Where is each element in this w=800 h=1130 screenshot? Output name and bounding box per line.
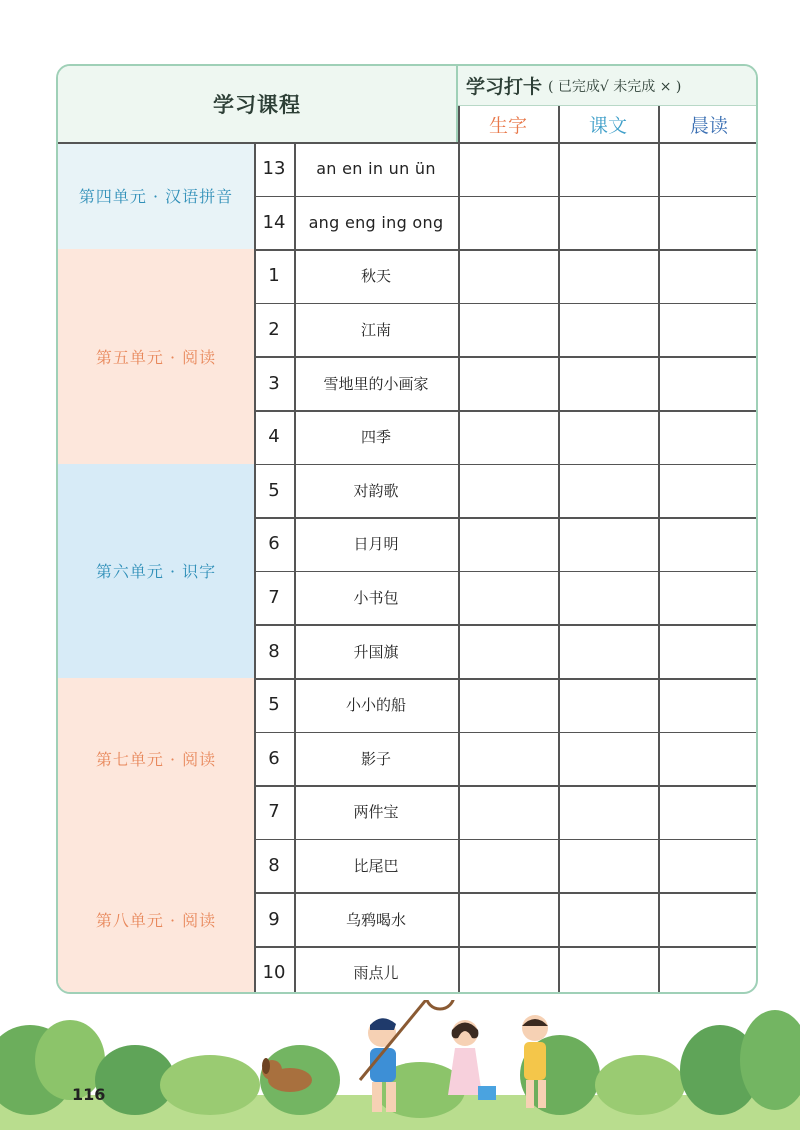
checkin-cell-shengzi[interactable] [458,517,558,571]
column-header-chendu: 晨读 [689,114,728,137]
checkin-cell-chendu[interactable] [658,946,758,994]
lesson-number: 9 [268,908,280,930]
checkin-cell-kewen[interactable] [558,678,658,732]
checkin-cell-chendu[interactable] [658,839,758,893]
lesson-number: 10 [262,962,286,984]
checkin-cell-chendu[interactable] [658,624,758,678]
checkin-cell-kewen[interactable] [558,785,658,839]
col-line-4 [558,106,560,994]
lesson-number: 2 [268,319,280,341]
checkin-cell-shengzi[interactable] [458,249,558,303]
checkin-cell-kewen[interactable] [558,946,658,994]
checkin-cell-kewen[interactable] [558,732,658,786]
lesson-title: 小小的船 [345,696,406,715]
lesson-title: 四季 [360,428,391,447]
checkin-cell-shengzi[interactable] [458,571,558,625]
lesson-number: 13 [262,158,286,180]
row-divider [254,410,758,412]
checkin-cell-shengzi[interactable] [458,785,558,839]
checkin-table-card [56,64,758,994]
checkin-cell-shengzi[interactable] [458,464,558,518]
lesson-number: 14 [262,211,286,233]
checkin-cell-shengzi[interactable] [458,196,558,250]
checkin-cell-kewen[interactable] [558,624,658,678]
checkin-legend: ( 已完成√ 未完成 × ) [548,78,682,95]
checkin-cell-shengzi[interactable] [458,410,558,464]
row-divider [254,785,758,787]
row-divider [254,303,758,305]
lesson-title: ang eng ing ong [308,212,444,232]
unit-label: 第五单元 · 阅读 [58,249,254,463]
unit-label: 第八单元 · 阅读 [58,839,254,994]
col-line-1 [254,142,256,994]
checkin-cell-chendu[interactable] [658,303,758,357]
checkin-cell-chendu[interactable] [658,356,758,410]
checkin-cell-chendu[interactable] [658,410,758,464]
checkin-cell-shengzi[interactable] [458,839,558,893]
checkin-cell-shengzi[interactable] [458,356,558,410]
unit-label: 第四单元 · 汉语拼音 [58,142,254,249]
course-header [58,66,458,142]
lesson-title: 两件宝 [353,803,399,822]
checkin-cell-chendu[interactable] [658,571,758,625]
checkin-cell-shengzi[interactable] [458,946,558,994]
course-title: 学习课程 [213,93,301,117]
lesson-title: 比尾巴 [353,857,399,876]
row-divider [254,356,758,358]
column-header-kewen: 课文 [588,114,627,137]
col-line-3 [458,106,460,994]
checkin-cell-kewen[interactable] [558,142,658,196]
row-divider [254,732,758,734]
row-divider [254,196,758,198]
lesson-title: 江南 [360,321,391,340]
lesson-number: 1 [268,265,280,287]
row-divider [254,517,758,519]
checkin-cell-shengzi[interactable] [458,142,558,196]
lesson-number: 6 [268,747,280,769]
lesson-title: 雪地里的小画家 [323,374,429,393]
footer-illustration [0,1000,800,1130]
lesson-number: 7 [268,587,280,609]
lesson-title: 秋天 [360,267,391,286]
lesson-number: 8 [268,640,280,662]
lesson-title: 升国旗 [353,642,399,661]
lesson-title: an en in un ün [316,159,436,179]
child-girl [448,1020,496,1100]
checkin-cell-kewen[interactable] [558,892,658,946]
row-divider [254,946,758,948]
checkin-cell-kewen[interactable] [558,464,658,518]
checkin-cell-chendu[interactable] [658,196,758,250]
lesson-number: 5 [268,694,280,716]
checkin-cell-shengzi[interactable] [458,678,558,732]
lesson-number: 4 [268,426,280,448]
lesson-number: 5 [268,479,280,501]
checkin-cell-chendu[interactable] [658,678,758,732]
col-line-5 [658,106,660,994]
lesson-number: 7 [268,801,280,823]
checkin-header [458,66,758,106]
unit-label: 第六单元 · 识字 [58,464,254,678]
lesson-title: 雨点儿 [353,964,399,983]
checkin-cell-kewen[interactable] [558,196,658,250]
page-number: 116 [72,1085,106,1104]
checkin-cell-chendu[interactable] [658,785,758,839]
lesson-title: 小书包 [353,589,399,608]
row-divider [254,571,758,573]
checkin-cell-shengzi[interactable] [458,732,558,786]
checkin-cell-kewen[interactable] [558,249,658,303]
lesson-title: 对韵歌 [353,481,399,500]
checkin-cell-chendu[interactable] [658,517,758,571]
lesson-title: 乌鸦喝水 [345,910,406,929]
row-divider [254,624,758,626]
checkin-cell-kewen[interactable] [558,517,658,571]
lesson-title: 影子 [360,749,391,768]
column-header-shengzi: 生字 [488,114,527,137]
checkin-cell-chendu[interactable] [658,892,758,946]
checkin-cell-kewen[interactable] [558,356,658,410]
checkin-cell-shengzi[interactable] [458,303,558,357]
checkin-cell-chendu[interactable] [658,142,758,196]
checkin-cell-shengzi[interactable] [458,624,558,678]
checkin-cell-shengzi[interactable] [458,892,558,946]
unit-label: 第七单元 · 阅读 [58,678,254,839]
checkin-cell-chendu[interactable] [658,732,758,786]
checkin-cell-chendu[interactable] [658,464,758,518]
checkin-cell-kewen[interactable] [558,303,658,357]
checkin-cell-chendu[interactable] [658,249,758,303]
row-divider [254,892,758,894]
checkin-cell-kewen[interactable] [558,571,658,625]
checkin-title: 学习打卡 [466,76,543,98]
col-line-2 [294,142,296,994]
lesson-title: 日月明 [353,535,399,554]
checkin-cell-kewen[interactable] [558,839,658,893]
lesson-number: 6 [268,533,280,555]
checkin-cell-kewen[interactable] [558,410,658,464]
lesson-number: 8 [268,855,280,877]
lesson-number: 3 [268,372,280,394]
header-divider [58,142,758,144]
